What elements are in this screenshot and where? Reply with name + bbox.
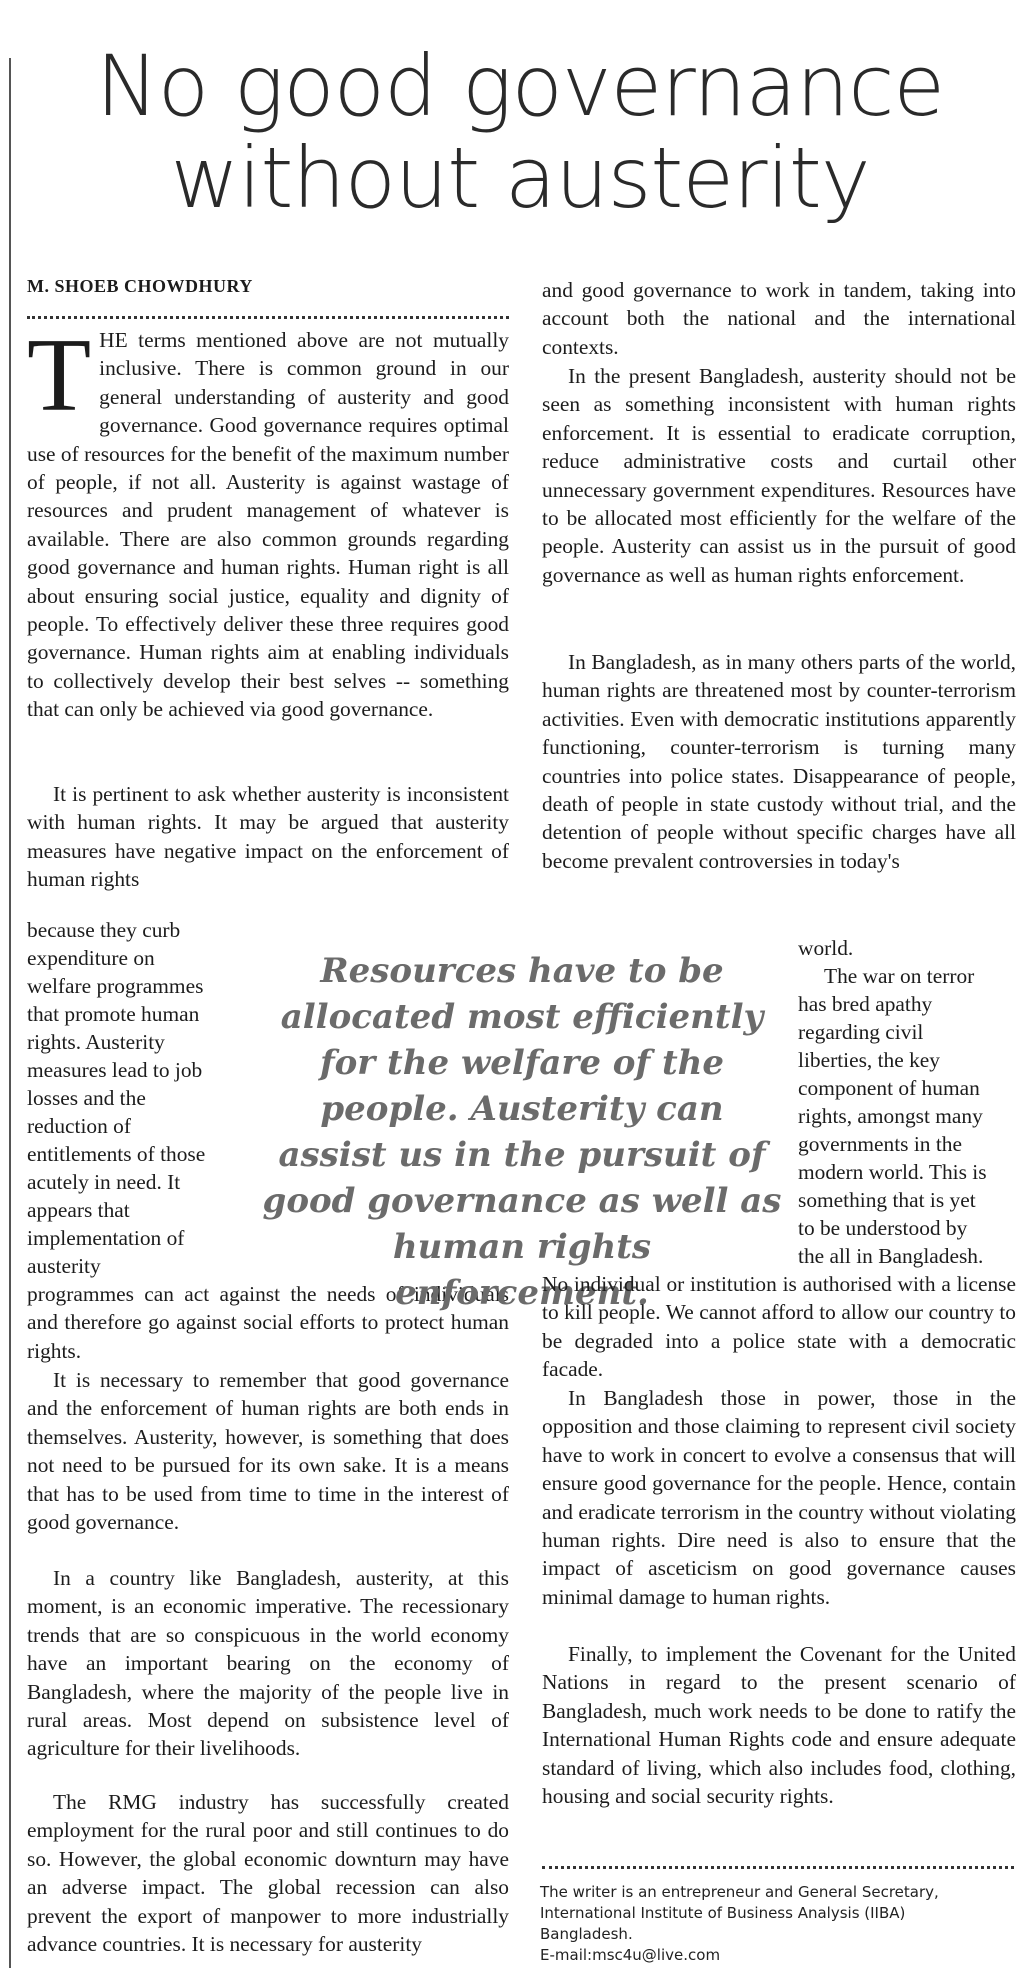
left-column-rule: [9, 58, 11, 1968]
drop-cap: T: [27, 316, 92, 433]
right-wrap-line: to be understood by: [798, 1216, 968, 1240]
author-email[interactable]: E-mail:msc4u@live.com: [540, 1946, 721, 1964]
author-note-line-2: International Institute of Business Analysis (IIBA): [540, 1904, 906, 1922]
author-note-line-1: The writer is an entrepreneur and General Secretary,: [540, 1883, 939, 1901]
left-wrap-line: because they curb: [27, 918, 181, 942]
author-note-line-3: Bangladesh.: [540, 1925, 633, 1943]
right-wrap-line: modern world. This is: [798, 1160, 987, 1184]
left-wrap-line: that promote human: [27, 1002, 200, 1026]
left-wrap-line: reduction of: [27, 1114, 131, 1138]
right-wrap-line: something that is yet: [798, 1188, 976, 1212]
left-wrap-line: acutely in need. It: [27, 1170, 181, 1194]
left-wrap-line: measures lead to job: [27, 1058, 203, 1082]
left-paragraph-5: The RMG industry has successfully created employment for the rural poor and still continues to do so. However, the global economic downturn may have an adverse impact. The global recession can also prevent the export of manpower to more industrially advance countries. It is necessary for austerity: [27, 1790, 509, 1957]
right-wrap-line: liberties, the key: [798, 1048, 940, 1072]
left-wrap-line: expenditure on: [27, 946, 155, 970]
right-paragraph-4: No individual or institution is authorised with a license to kill people. We cannot afford to allow our country to be degraded into a police state with a democratic facade.: [542, 1272, 1016, 1382]
left-wrap-line: entitlements of those: [27, 1142, 206, 1166]
right-paragraph-3: In Bangladesh, as in many others parts of the world, human rights are threatened most by counter-terrorism activities. Even with democratic institutions apparently functioning, counter-terrorism is turning many countries into police states. Disappearance of people, death of people in state custody without trial, and the detention of people without specific charges have all become prevalent controversies in today's: [542, 650, 1016, 873]
left-paragraph-1: [27, 316, 509, 724]
left-wrap-line: welfare programmes: [27, 974, 204, 998]
left-wrap-line: appears that: [27, 1198, 130, 1222]
headline: [40, 37, 1000, 227]
right-paragraph-2: In the present Bangladesh, austerity should not be seen as something inconsistent with human rights enforcement. It is essential to eradicate corruption, reduce administrative costs and curtail other unnecessary government expenditures. Resources have to be allocated most efficiently for the welfare of the people. Austerity can assist us in the pursuit of good governance as well as human rights enforcement.: [542, 364, 1016, 587]
right-paragraph-5: In Bangladesh those in power, those in the opposition and those claiming to represent civil society have to work in concert to evolve a consensus that will ensure good governance for the people. Hence, contain and eradicate terrorism in the country without violating human rights. Dire need is also to ensure that the impact of asceticism on good governance causes minimal damage to human rights.: [542, 1386, 1016, 1609]
right-wrap-line: has bred apathy: [798, 992, 933, 1016]
footer-divider: [542, 1866, 1014, 1869]
byline: M. SHOEB CHOWDHURY: [27, 276, 253, 296]
byline-divider: [27, 316, 509, 319]
left-wrap-line: rights. Austerity: [27, 1030, 165, 1054]
left-wrap-line: losses and the: [27, 1086, 146, 1110]
left-paragraph-1-text: HE terms mentioned above are not mutually inclusive. There is common ground in our general understanding of austerity and good governance. Good governance requires optimal use of resources for the benefit of the maximum number of people, if not all. Austerity is against wastage of resources and prudent management of whatever is available. There are also common grounds regarding good governance and human rights. Human right is all about ensuring social justice, equality and dignity of people. To effectively deliver these three requires good governance. Human rights aim at enabling individuals to collectively develop their best selves -- something that can only be achieved via good governance.: [27, 328, 509, 722]
headline-line-2: without austerity: [170, 129, 870, 227]
right-wrap-line: rights, amongst many: [798, 1104, 983, 1128]
right-wrap-line: the all in Bangladesh.: [798, 1244, 984, 1268]
left-wrap-line: implementation of: [27, 1226, 185, 1250]
left-wrap-line: austerity: [27, 1254, 101, 1278]
right-paragraph-6: Finally, to implement the Covenant for the United Nations in regard to the present scenario of Bangladesh, much work needs to be done to ratify the International Human Rights code and ensure adequate standard of living, which also includes food, clothing, housing and social security rights.: [542, 1642, 1016, 1809]
right-wrap-line: The war on terror: [824, 964, 975, 988]
left-paragraph-4: In a country like Bangladesh, austerity, at this moment, is an economic imperative. The recessionary trends that are so conspicuous in the world economy have an important bearing on the economy of Bangladesh, where the majority of the people live in rural areas. Most depend on subsistence level of agriculture for their livelihoods.: [27, 1566, 509, 1761]
right-wrap-line: regarding civil: [798, 1020, 924, 1044]
right-wrap-line: governments in the: [798, 1132, 962, 1156]
left-paragraph-2-rest: programmes can act against the needs of individuals and therefore go against social efforts to protect human rights.: [27, 1282, 509, 1363]
right-wrap-line: world.: [798, 936, 854, 960]
right-paragraph-1: and good governance to work in tandem, taking into account both the national and the international contexts.: [542, 278, 1016, 359]
left-paragraph-2-intro: It is pertinent to ask whether austerity is inconsistent with human rights. It may be argued that austerity measures have negative impact on the enforcement of human rights: [27, 782, 509, 892]
right-wrap-line: component of human: [798, 1076, 980, 1100]
left-paragraph-3: It is necessary to remember that good governance and the enforcement of human rights are both ends in themselves. Austerity, however, is something that does not need to be pursued for its own sake. It is a means that has to be used from time to time in the interest of good governance.: [27, 1368, 509, 1535]
author-note: [540, 1882, 1020, 1966]
pull-quote: Resources have to be allocated most efficiently for the welfare of the people. Austerity can assist us in the pursuit of good governance as well as human rights enforcement.: [262, 951, 782, 1313]
headline-line-1: No good governance: [95, 37, 945, 135]
